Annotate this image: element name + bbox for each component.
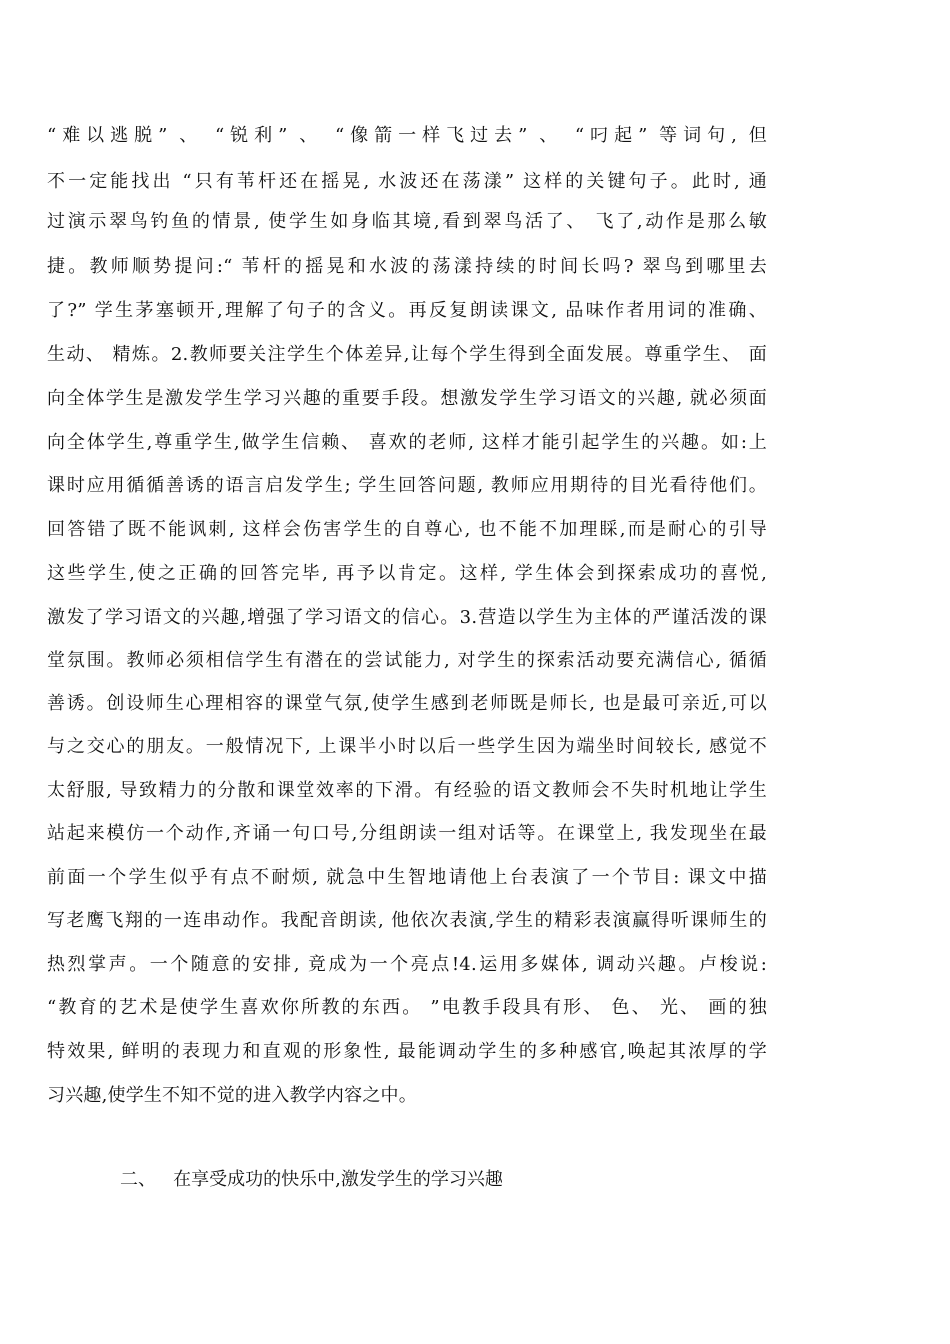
paragraph-line: 回答错了既不能讽刺, 这样会伤害学生的自尊心, 也不能不加理睬,而是耐心的引导	[47, 519, 767, 540]
paragraph-line: 课时应用循循善诱的语言启发学生; 学生回答问题, 教师应用期待的目光看待他们。	[47, 475, 767, 496]
paragraph-line: 与之交心的朋友。一般情况下, 上课半小时以后一些学生因为端坐时间较长, 感觉不	[47, 736, 767, 757]
paragraph-line: 向全体学生,尊重学生,做学生信赖、 喜欢的老师, 这样才能引起学生的兴趣。如:上	[47, 432, 767, 453]
paragraph-line: 站起来模仿一个动作,齐诵一句口号,分组朗读一组对话等。在课堂上, 我发现坐在最	[47, 823, 767, 844]
paragraph-line: 这些学生,使之正确的回答完毕, 再予以肯定。这样, 学生体会到探索成功的喜悦,	[47, 563, 767, 584]
paragraph-line: 太舒服, 导致精力的分散和课堂效率的下滑。有经验的语文教师会不失时机地让学生	[47, 780, 767, 801]
paragraph-line: 过演示翠鸟钓鱼的情景, 使学生如身临其境,看到翠鸟活了、 飞了,动作是那么敏	[47, 211, 767, 232]
paragraph-line: 堂氛围。教师必须相信学生有潜在的尝试能力, 对学生的探索活动要充满信心, 循循	[47, 650, 767, 671]
paragraph-line: 特效果, 鲜明的表现力和直观的形象性, 最能调动学生的多种感官,唤起其浓厚的学	[47, 1041, 767, 1062]
paragraph-line: 激发了学习语文的兴趣,增强了学习语文的信心。3.营造以学生为主体的严谨活泼的课	[47, 607, 767, 628]
paragraph-line: 善诱。创设师生心理相容的课堂气氛,使学生感到老师既是师长, 也是最可亲近,可以	[47, 693, 767, 714]
paragraph-line: “教育的艺术是使学生喜欢你所教的东西。 ”电教手段具有形、 色、 光、 画的独	[47, 997, 767, 1018]
paragraph-line: 了?” 学生茅塞顿开,理解了句子的含义。再反复朗读课文, 品味作者用词的准确、	[47, 300, 767, 321]
paragraph-line: 捷。教师顺势提问:“ 苇杆的摇晃和水波的荡漾持续的时间长吗? 翠鸟到哪里去	[47, 256, 767, 277]
paragraph-line: 向全体学生是激发学生学习兴趣的重要手段。想激发学生学习语文的兴趣, 就必须面	[47, 388, 767, 409]
paragraph-line: 习兴趣,使学生不知不觉的进入教学内容之中。	[47, 1085, 417, 1106]
paragraph-line: 热烈掌声。一个随意的安排, 竟成为一个亮点!4.运用多媒体, 调动兴趣。卢梭说:	[47, 954, 767, 975]
section-heading: 二、 在享受成功的快乐中,激发学生的学习兴趣	[120, 1169, 503, 1190]
paragraph-line: “难以逃脱” 、 “锐利” 、 “像箭一样飞过去” 、 “叼起” 等词句, 但	[47, 125, 767, 146]
paragraph-line: 前面一个学生似乎有点不耐烦, 就急中生智地请他上台表演了一个节目: 课文中描	[47, 867, 767, 888]
paragraph-line: 不一定能找出 “只有苇杆还在摇晃, 水波还在荡漾” 这样的关键句子。此时, 通	[47, 171, 767, 192]
paragraph-line: 写老鹰飞翔的一连串动作。我配音朗读, 他依次表演,学生的精彩表演赢得听课师生的	[47, 910, 767, 931]
paragraph-line: 生动、 精炼。2.教师要关注学生个体差异,让每个学生得到全面发展。尊重学生、 面	[47, 344, 767, 365]
